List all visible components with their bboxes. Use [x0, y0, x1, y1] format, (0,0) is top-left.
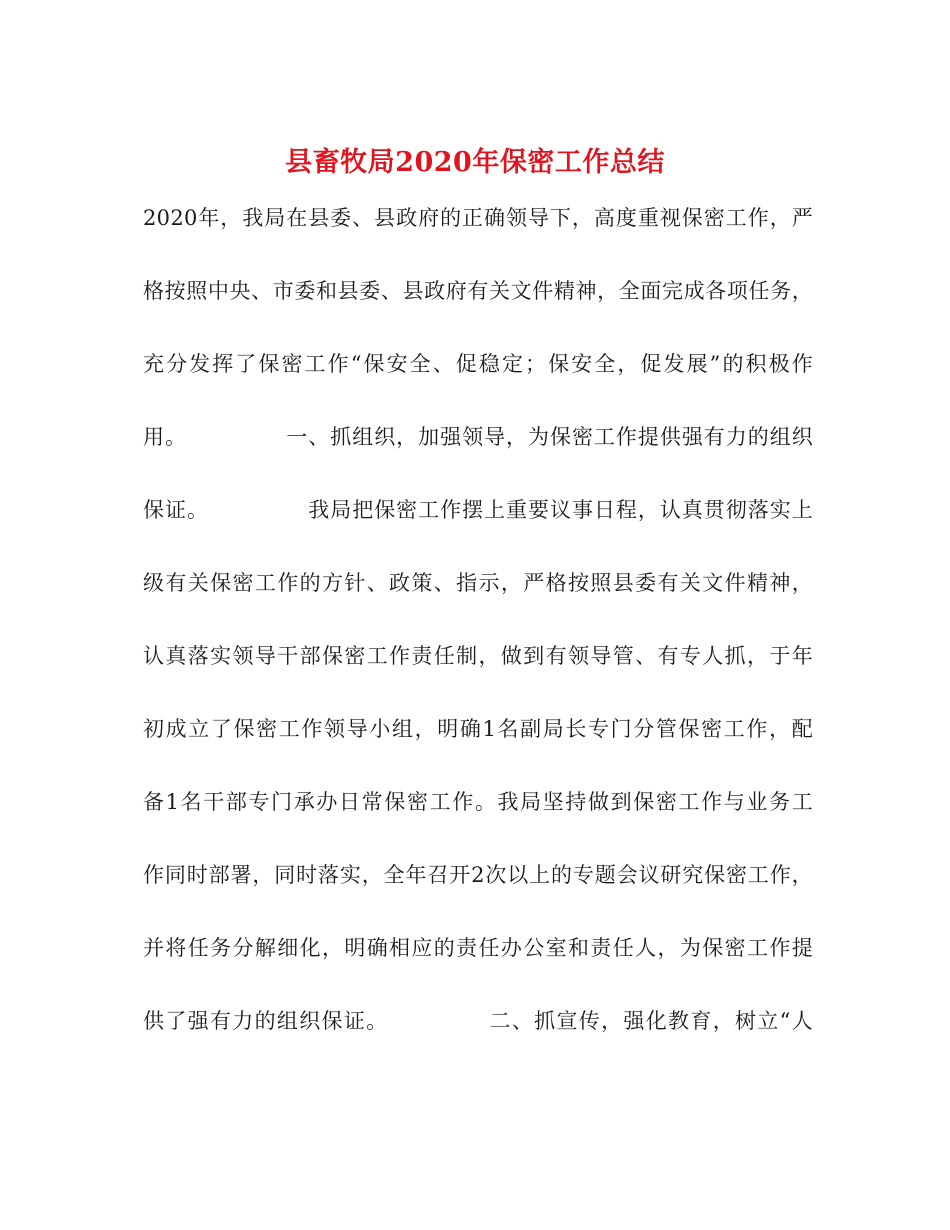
body-line: 级有关保密工作的方针、政策、指示，严格按照县委有关文件精神，	[143, 571, 813, 595]
body-line: 充分发挥了保密工作“保安全、促稳定；保安全，促发展”的积极作	[143, 352, 813, 376]
body-line: 格按照中央、市委和县委、县政府有关文件精神，全面完成各项任务，	[143, 279, 813, 303]
body-line: 并将任务分解细化，明确相应的责任办公室和责任人，为保密工作提	[143, 936, 813, 960]
body-line: 备1名干部专门承办日常保密工作。我局坚持做到保密工作与业务工	[143, 790, 813, 814]
body-line: 初成立了保密工作领导小组，明确1名副局长专门分管保密工作，配	[143, 717, 813, 741]
body-line: 2020年，我局在县委、县政府的正确领导下，高度重视保密工作，严	[143, 206, 813, 230]
body-line: 认真落实领导干部保密工作责任制，做到有领导管、有专人抓，于年	[143, 644, 813, 668]
body-line: 作同时部署，同时落实，全年召开2次以上的专题会议研究保密工作，	[143, 863, 813, 887]
body-line: 用。 一、抓组织，加强领导，为保密工作提供强有力的组织	[143, 425, 813, 449]
body-line: 保证。 我局把保密工作摆上重要议事日程，认真贯彻落实上	[143, 498, 813, 522]
document-title: 县畜牧局2020年保密工作总结	[285, 147, 665, 178]
body-line: 供了强有力的组织保证。 二、抓宣传，强化教育，树立“人	[143, 1009, 813, 1033]
